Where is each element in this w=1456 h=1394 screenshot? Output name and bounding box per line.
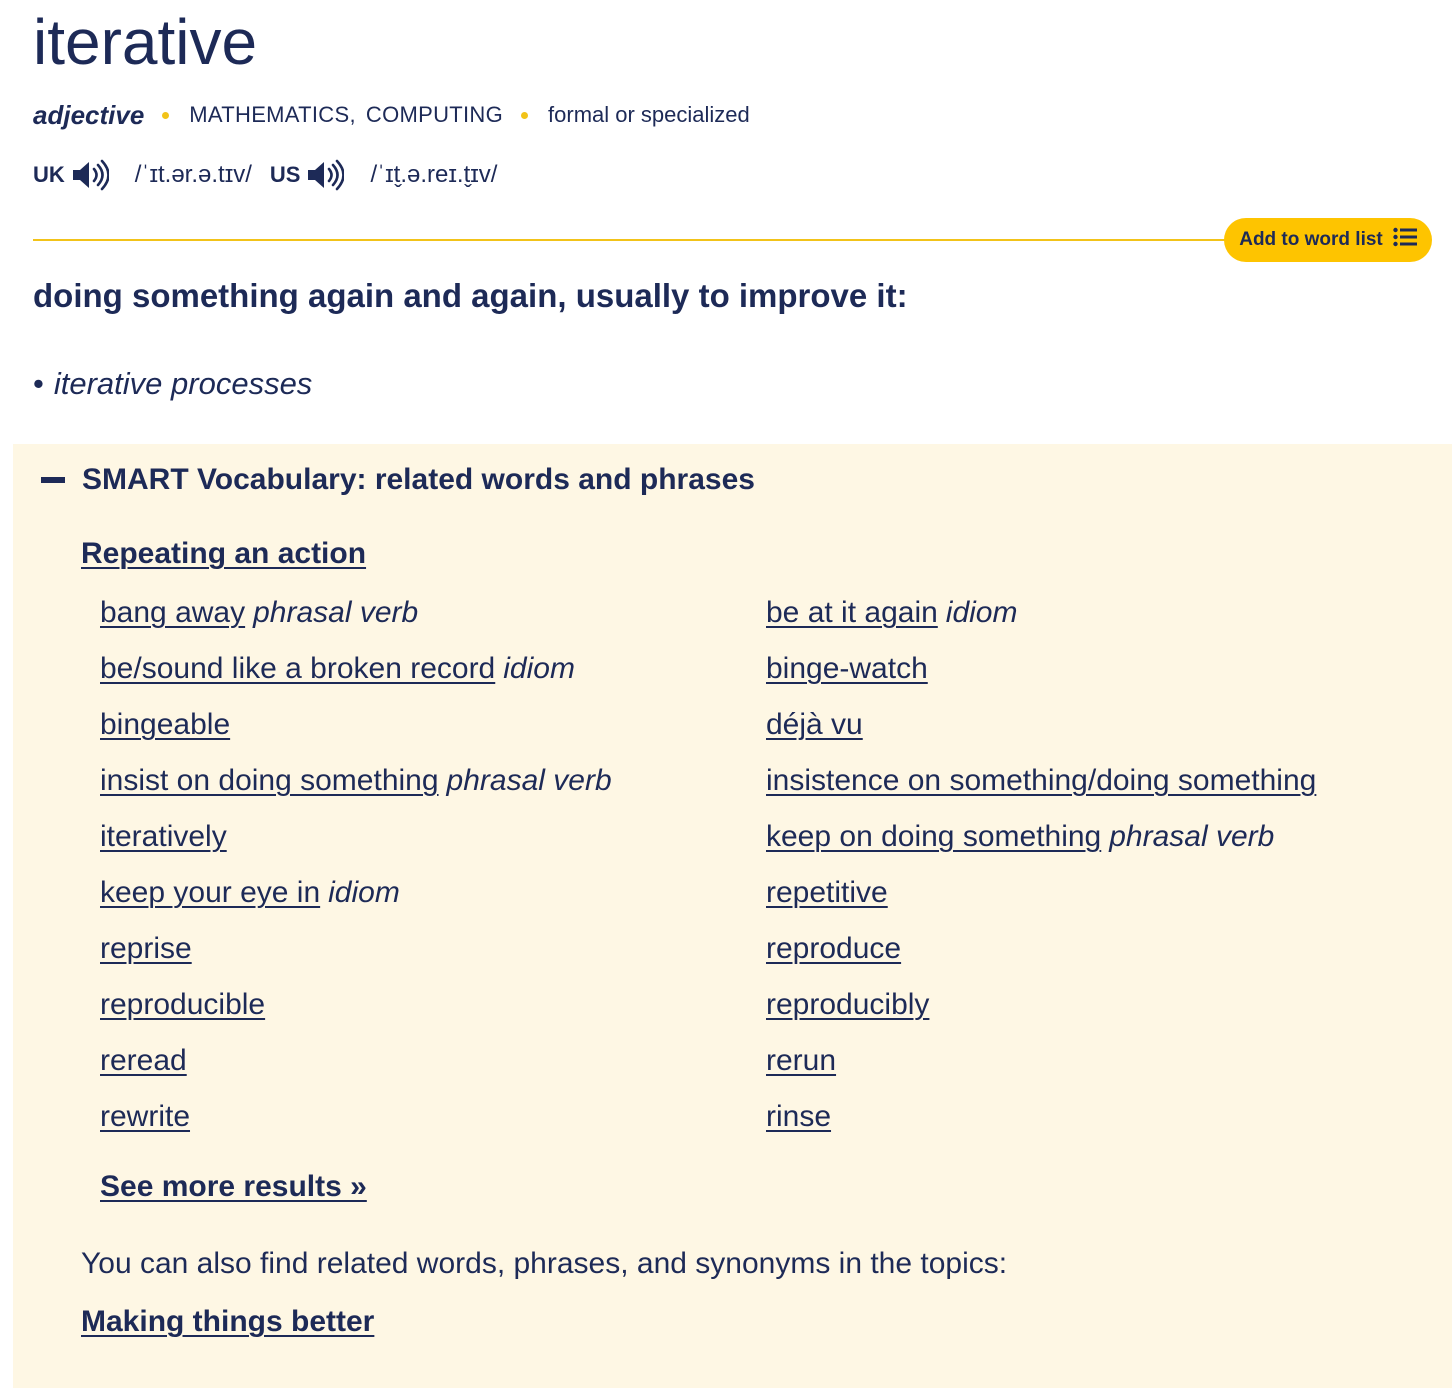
- related-word-link[interactable]: rewrite: [100, 1100, 191, 1133]
- list-icon: [1393, 227, 1417, 253]
- related-word-link[interactable]: reprise: [100, 932, 192, 965]
- part-of-speech: adjective: [33, 99, 145, 130]
- related-word-link[interactable]: reread: [100, 1044, 187, 1077]
- topics-intro-text: You can also find related words, phrases, and synonyms in the topics:: [81, 1247, 1008, 1280]
- domain-label-mathematics: MATHEMATICS: [189, 102, 350, 127]
- related-word-item: [766, 700, 1420, 756]
- bullet: •: [33, 366, 44, 401]
- separator-dot: [521, 112, 528, 119]
- related-word-link[interactable]: insistence on something/doing something: [766, 764, 1317, 797]
- related-word-link[interactable]: rerun: [766, 1044, 837, 1077]
- related-word-item: [766, 756, 1420, 812]
- related-word-link[interactable]: iteratively: [100, 820, 227, 853]
- see-more-results-link[interactable]: See more results »: [100, 1170, 367, 1203]
- related-word-item: [766, 868, 1420, 924]
- us-ipa: /ˈɪt̬.ə.reɪ.t̬ɪv/: [370, 161, 498, 188]
- related-word-item: [100, 812, 766, 868]
- us-label: US: [269, 162, 301, 187]
- related-word-link[interactable]: be at it again: [766, 596, 938, 629]
- related-word-link[interactable]: reproducible: [100, 988, 266, 1021]
- domain-separator: ,: [349, 102, 356, 127]
- related-word-link[interactable]: be/sound like a broken record: [100, 652, 496, 685]
- uk-ipa: /ˈɪt.ər.ə.tɪv/: [134, 161, 252, 188]
- related-word-item: [766, 644, 1420, 700]
- related-word-item: [766, 980, 1420, 1036]
- divider: [33, 239, 1233, 241]
- add-to-word-list-button[interactable]: [1224, 218, 1432, 262]
- pronunciation-line: [33, 155, 515, 195]
- related-word-item: [766, 924, 1420, 980]
- collapse-minus-icon[interactable]: [41, 477, 65, 483]
- word-type-tag: phrasal verb: [446, 764, 612, 797]
- domain-label-computing: COMPUTING: [365, 102, 504, 127]
- related-word-link[interactable]: reproduce: [766, 932, 902, 965]
- related-word-item: [766, 1092, 1420, 1148]
- related-word-link[interactable]: déjà vu: [766, 708, 863, 741]
- topic-link[interactable]: Making things better: [81, 1305, 375, 1338]
- related-word-link[interactable]: binge-watch: [766, 652, 928, 685]
- related-word-link[interactable]: keep on doing something: [766, 820, 1102, 853]
- definition: doing something again and again, usually to improve it:: [33, 277, 908, 314]
- related-word-item: [100, 588, 766, 644]
- part-of-speech-line: [33, 98, 750, 132]
- word-type-tag: phrasal verb: [1109, 820, 1275, 853]
- related-word-link[interactable]: reproducibly: [766, 988, 930, 1021]
- register-label: formal or specialized: [548, 102, 750, 127]
- related-word-link[interactable]: insist on doing something: [100, 764, 439, 797]
- word-type-tag: idiom: [503, 652, 575, 685]
- related-word-item: [100, 868, 766, 924]
- related-word-link[interactable]: rinse: [766, 1100, 832, 1133]
- related-word-item: [100, 924, 766, 980]
- smart-vocabulary-title: SMART Vocabulary: related words and phrases: [82, 463, 755, 496]
- word-type-tag: phrasal verb: [253, 596, 419, 629]
- example-text: iterative processes: [53, 366, 313, 401]
- related-word-link[interactable]: repetitive: [766, 876, 888, 909]
- related-word-item: [100, 1036, 766, 1092]
- related-word-item: [100, 1092, 766, 1148]
- related-word-link[interactable]: bang away: [100, 596, 246, 629]
- related-word-item: [100, 980, 766, 1036]
- related-word-item: [766, 812, 1420, 868]
- add-to-word-list-label: Add to word list: [1239, 229, 1383, 250]
- related-word-item: [766, 1036, 1420, 1092]
- word-type-tag: idiom: [328, 876, 400, 909]
- uk-label: UK: [33, 162, 65, 187]
- word-type-tag: idiom: [945, 596, 1018, 629]
- related-word-item: [100, 756, 766, 812]
- related-words-grid: [100, 588, 1420, 1148]
- smart-vocabulary-panel: [13, 444, 1452, 1388]
- related-word-item: [766, 588, 1420, 644]
- related-word-link[interactable]: bingeable: [100, 708, 231, 741]
- uk-speaker-icon[interactable]: [71, 157, 111, 193]
- separator-dot: [162, 112, 169, 119]
- us-speaker-icon[interactable]: [306, 157, 346, 193]
- related-word-item: [100, 644, 766, 700]
- related-word-link[interactable]: keep your eye in: [100, 876, 321, 909]
- headword: iterative: [33, 6, 258, 78]
- group-link[interactable]: Repeating an action: [81, 537, 367, 570]
- related-word-item: [100, 700, 766, 756]
- example-sentence: [33, 362, 312, 406]
